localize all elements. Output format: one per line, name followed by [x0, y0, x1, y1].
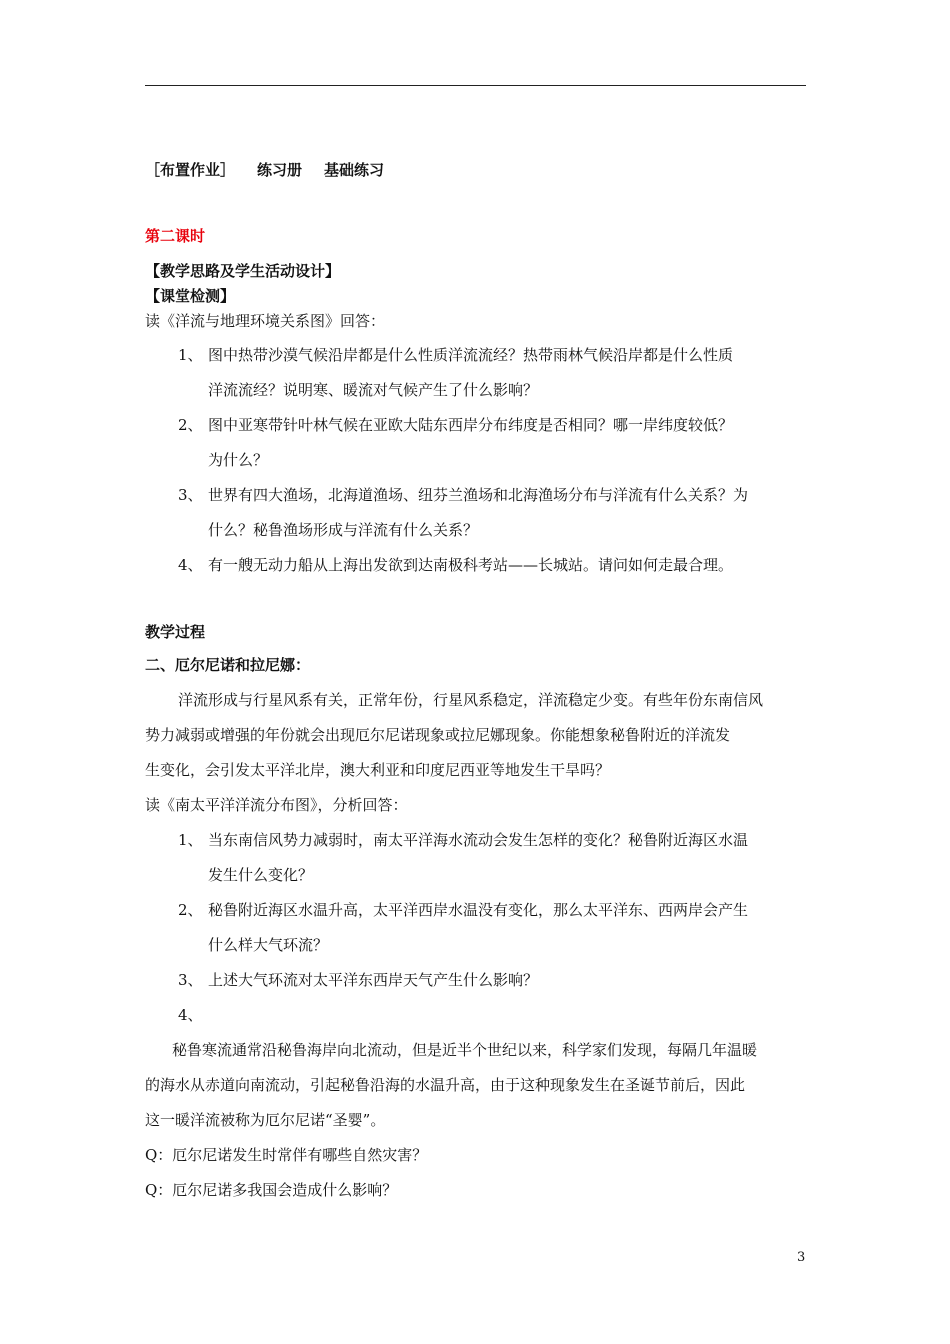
assignment-part2: 基础练习	[324, 161, 385, 179]
q2-line1: 图中亚寒带针叶林气候在亚欧大陆东西岸分布纬度是否相同？哪一岸纬度较低？	[208, 416, 734, 434]
q2-1-line2: 发生什么变化？	[208, 866, 314, 884]
design-heading: 【教学思路及学生活动设计】	[145, 262, 341, 280]
para1-line3: 生变化，会引发太平洋北岸，澳大利亚和印度尼西亚等地发生干旱吗？	[145, 761, 611, 779]
page-number: 3	[797, 1250, 806, 1265]
q1-line1: 图中热带沙漠气候沿岸都是什么性质洋流流经？热带雨林气候沿岸都是什么性质	[208, 346, 734, 364]
q4-line1: 有一艘无动力船从上海出发欲到达南极科考站——长城站。请问如何走最合理。	[208, 556, 734, 574]
q1-line2: 洋流流经？说明寒、暖流对气候产生了什么影响？	[208, 381, 539, 399]
q2-2-line1: 秘鲁附近海区水温升高，太平洋西岸水温没有变化，那么太平洋东、西两岸会产生	[208, 901, 749, 919]
q4-num: 4、	[178, 556, 203, 574]
qa-line-2: Q：厄尔尼诺多我国会造成什么影响？	[145, 1181, 398, 1199]
section2-heading: 二、厄尔尼诺和拉尼娜：	[145, 656, 311, 674]
q2-1-line1: 当东南信风势力减弱时，南太平洋海水流动会发生怎样的变化？秘鲁附近海区水温	[208, 831, 749, 849]
q3-num: 3、	[178, 486, 203, 504]
para1-line2: 势力减弱或增强的年份就会出现厄尔尼诺现象或拉尼娜现象。你能想象秘鲁附近的洋流发	[145, 726, 731, 744]
header-rule	[145, 85, 806, 86]
process-heading: 教学过程	[145, 623, 206, 641]
q2-3-line1: 上述大气环流对太平洋东西岸天气产生什么影响？	[208, 971, 539, 989]
para2-line1: 秘鲁寒流通常沿秘鲁海岸向北流动，但是近半个世纪以来，科学家们发现，每隔几年温暖	[172, 1041, 758, 1059]
q2-3-num: 3、	[178, 971, 203, 989]
q2-2-num: 2、	[178, 901, 203, 919]
read-instruction-1: 读《洋流与地理环境关系图》回答：	[145, 312, 386, 330]
q3-line2: 什么？秘鲁渔场形成与洋流有什么关系？	[208, 521, 479, 539]
para2-line3: 这一暖洋流被称为厄尔尼诺“圣婴”。	[145, 1111, 386, 1129]
para1-line1: 洋流形成与行星风系有关，正常年份，行星风系稳定，洋流稳定少变。有些年份东南信风	[178, 691, 764, 709]
para2-line2: 的海水从赤道向南流动，引起秘鲁沿海的水温升高，由于这种现象发生在圣诞节前后，因此	[145, 1076, 746, 1094]
assignment-line	[145, 160, 406, 180]
q2-num: 2、	[178, 416, 203, 434]
q2-4-num: 4、	[178, 1006, 203, 1024]
qa-line-1: Q：厄尔尼诺发生时常伴有哪些自然灾害？	[145, 1146, 428, 1164]
read-instruction-2: 读《南太平洋洋流分布图》，分析回答：	[145, 796, 408, 814]
check-heading: 【课堂检测】	[145, 287, 236, 305]
assignment-part1: 练习册	[257, 161, 303, 179]
q2-2-line2: 什么样大气环流？	[208, 936, 329, 954]
q2-line2: 为什么？	[208, 451, 269, 469]
assignment-label: ［布置作业］	[145, 161, 236, 179]
lesson2-title: 第二课时	[145, 227, 206, 245]
q3-line1: 世界有四大渔场，北海道渔场、纽芬兰渔场和北海渔场分布与洋流有什么关系？为	[208, 486, 749, 504]
q2-1-num: 1、	[178, 831, 203, 849]
q1-num: 1、	[178, 346, 203, 364]
